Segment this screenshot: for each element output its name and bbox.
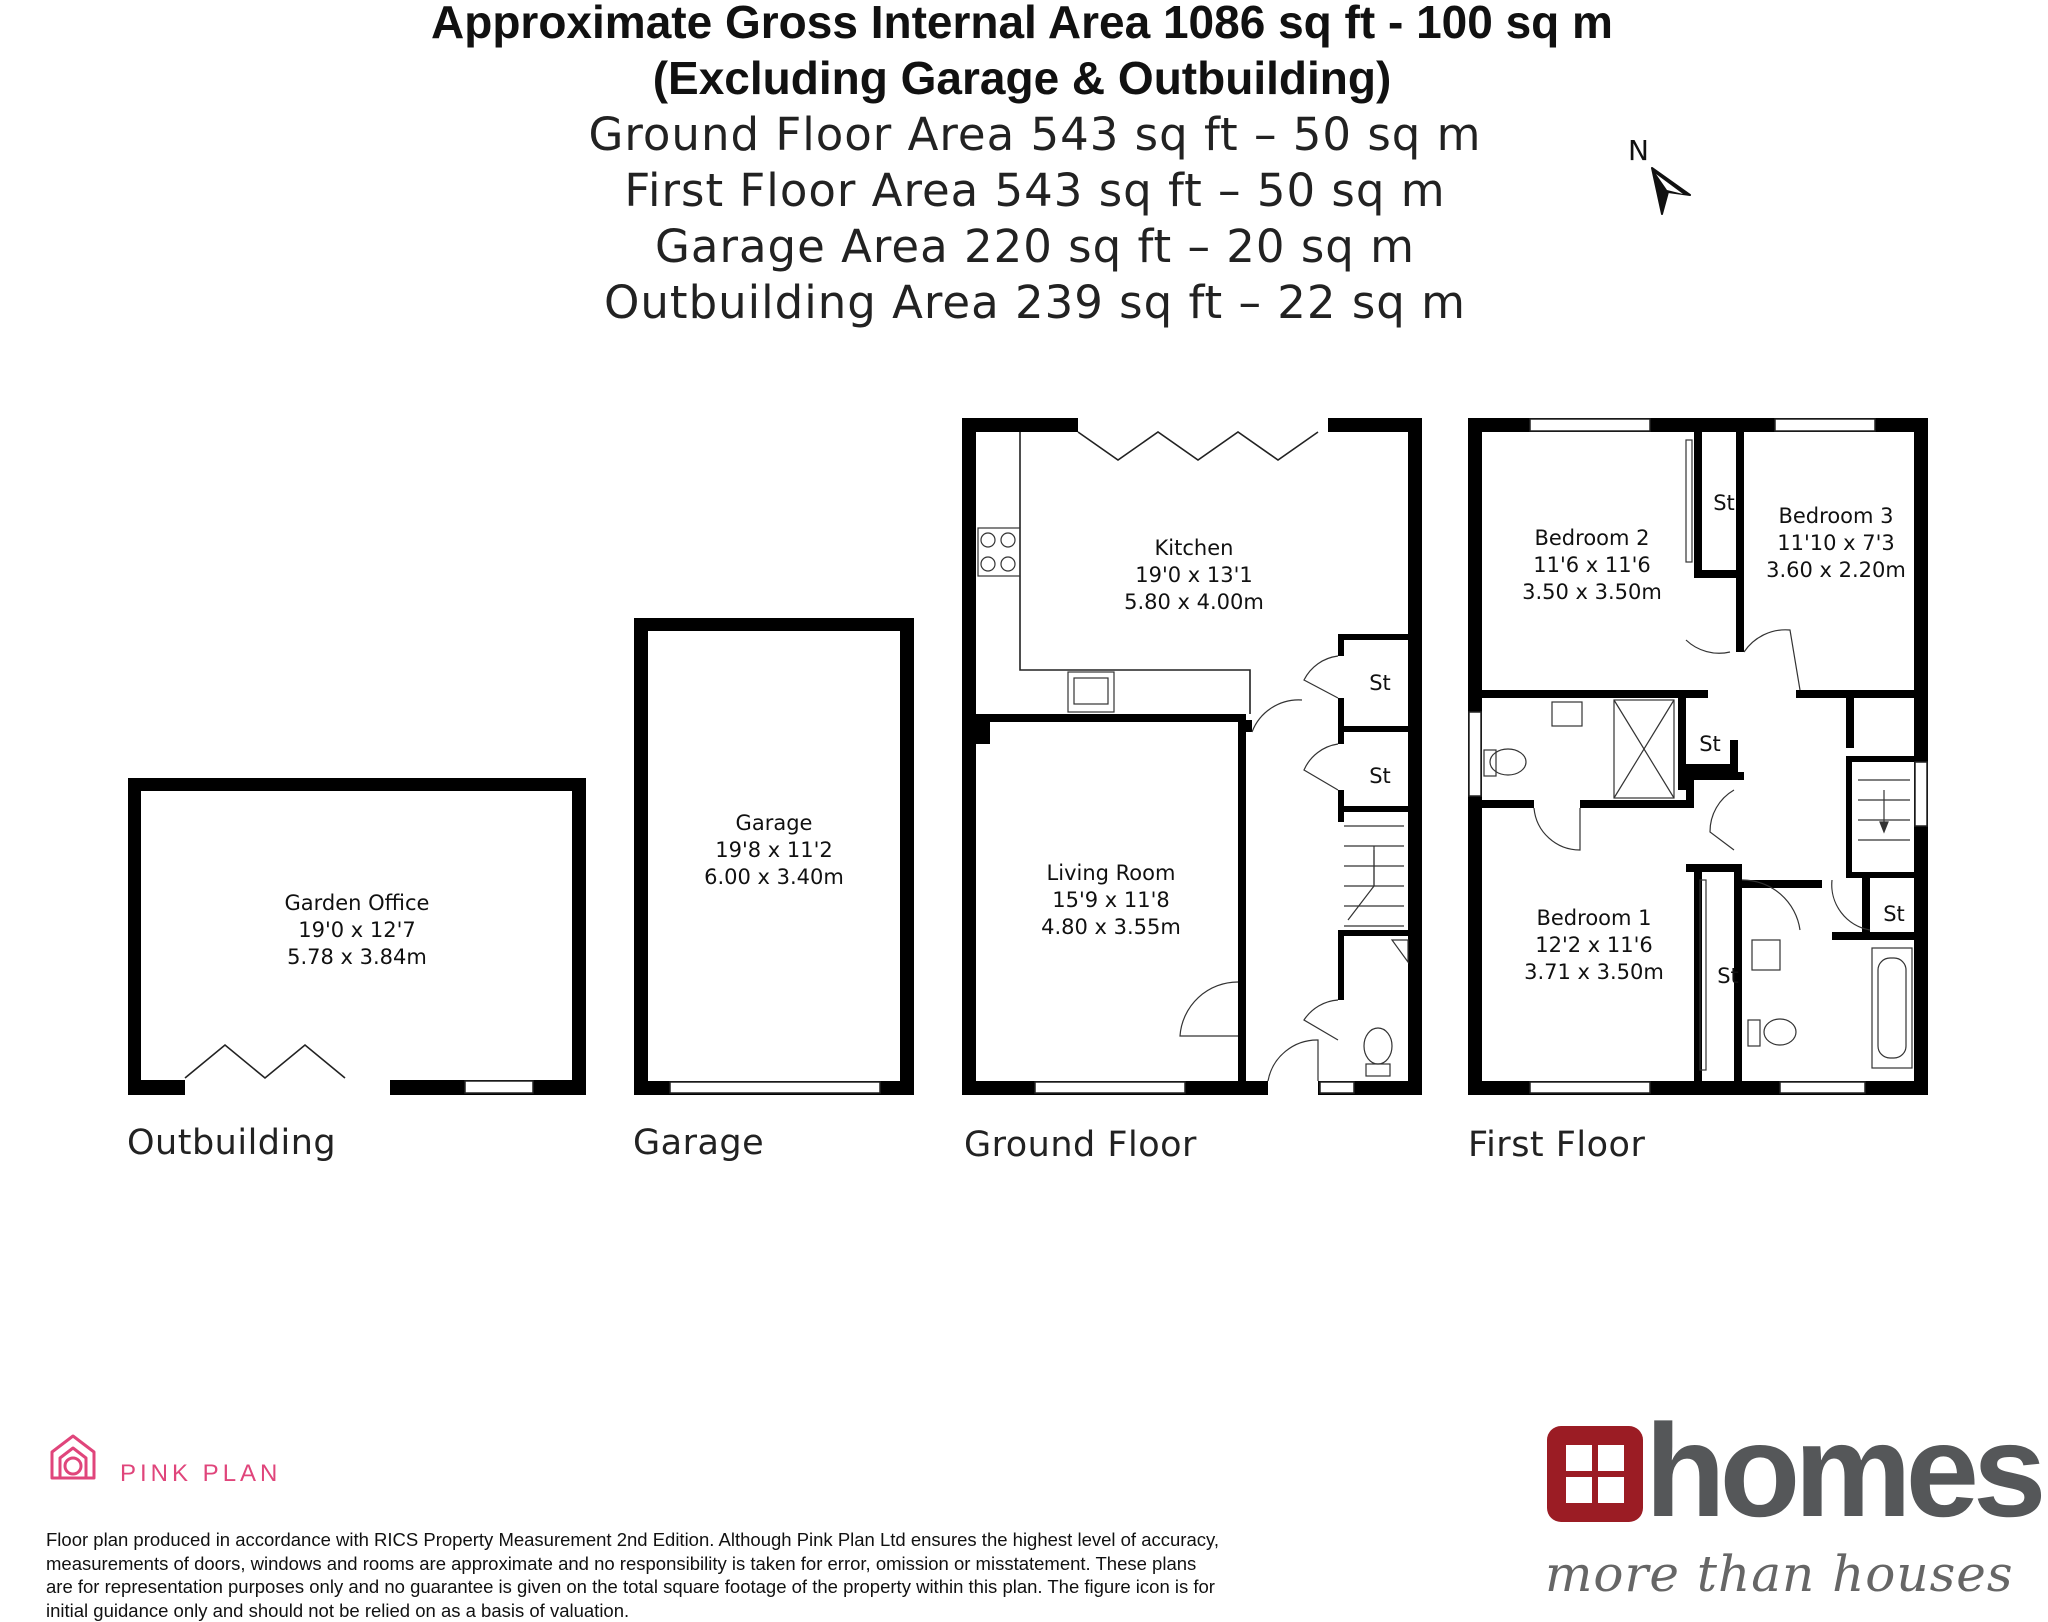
compass-north-label: N [1628,134,1649,167]
homes-brand-tagline: more than houses [1545,1545,2014,1603]
room-name: Bedroom 2 [1534,526,1650,550]
room-imperial: 11'10 x 7'3 [1777,531,1895,555]
area-header [431,0,1613,329]
room-garage [704,811,844,889]
floor-label-ground: Ground Floor [964,1125,1197,1165]
header-line-4: First Floor Area 543 sq ft – 50 sq m [624,164,1446,217]
room-imperial: 19'0 x 12'7 [298,918,416,942]
store-label: St [1369,764,1391,788]
room-bedroom-3 [1766,504,1906,582]
room-metric: 3.60 x 2.20m [1766,558,1906,582]
north-compass-icon [1628,134,1690,214]
homes-logo-icon [1547,1426,1643,1522]
pink-plan-logo-icon [52,1436,94,1478]
room-metric: 5.80 x 4.00m [1124,590,1264,614]
room-imperial: 15'9 x 11'8 [1052,888,1170,912]
room-name: Garage [735,811,813,835]
ground-floor-plan [962,418,1422,1095]
room-name: Bedroom 1 [1536,906,1652,930]
room-metric: 4.80 x 3.55m [1041,915,1181,939]
room-metric: 5.78 x 3.84m [287,945,427,969]
header-line-6: Outbuilding Area 239 sq ft – 22 sq m [603,276,1467,329]
room-metric: 6.00 x 3.40m [704,865,844,889]
room-imperial: 19'8 x 11'2 [715,838,833,862]
store-label: St [1717,964,1739,988]
floor-label-first: First Floor [1468,1125,1646,1165]
header-line-3: Ground Floor Area 543 sq ft – 50 sq m [588,108,1482,161]
room-imperial: 12'2 x 11'6 [1535,933,1653,957]
room-name: Bedroom 3 [1778,504,1894,528]
floor-label-outbuilding: Outbuilding [127,1123,337,1163]
room-name: Kitchen [1154,536,1234,560]
store-label: St [1369,671,1391,695]
store-label: St [1883,902,1905,926]
room-kitchen [1124,536,1264,614]
floor-label-garage: Garage [633,1123,765,1163]
room-imperial: 19'0 x 13'1 [1135,563,1253,587]
room-garden-office [285,891,430,969]
room-metric: 3.71 x 3.50m [1524,960,1664,984]
disclaimer-text: Floor plan produced in accordance with RICS Property Measurement 2nd Edition. Although Pink Plan Ltd ensures the highest level of accuracy, measurements of doors, windows and rooms are approximate and no responsibility is taken for error, omission or misstatement. These plans are for representation purposes only and no guarantee is given on the total square footage of the property within this plan. The figure icon is for initial guidance only and should not be relied on as a basis of valuation. [46,1529,1220,1621]
room-name: Living Room [1046,861,1176,885]
room-metric: 3.50 x 3.50m [1522,580,1662,604]
room-bedroom-2 [1522,526,1662,604]
room-name: Garden Office [284,891,430,915]
homes-brand-wordmark: homes [1645,1397,2041,1544]
room-bedroom-1 [1524,906,1664,984]
header-line-1: Approximate Gross Internal Area 1086 sq ft - 100 sq m [431,0,1613,48]
header-line-5: Garage Area 220 sq ft – 20 sq m [655,220,1415,273]
store-label: St [1699,732,1721,756]
store-label: St [1713,491,1735,515]
room-imperial: 11'6 x 11'6 [1533,553,1651,577]
header-line-2: (Excluding Garage & Outbuilding) [652,52,1392,104]
room-living-room [1041,861,1181,939]
pink-plan-brand-text: PINK PLAN [120,1460,282,1487]
